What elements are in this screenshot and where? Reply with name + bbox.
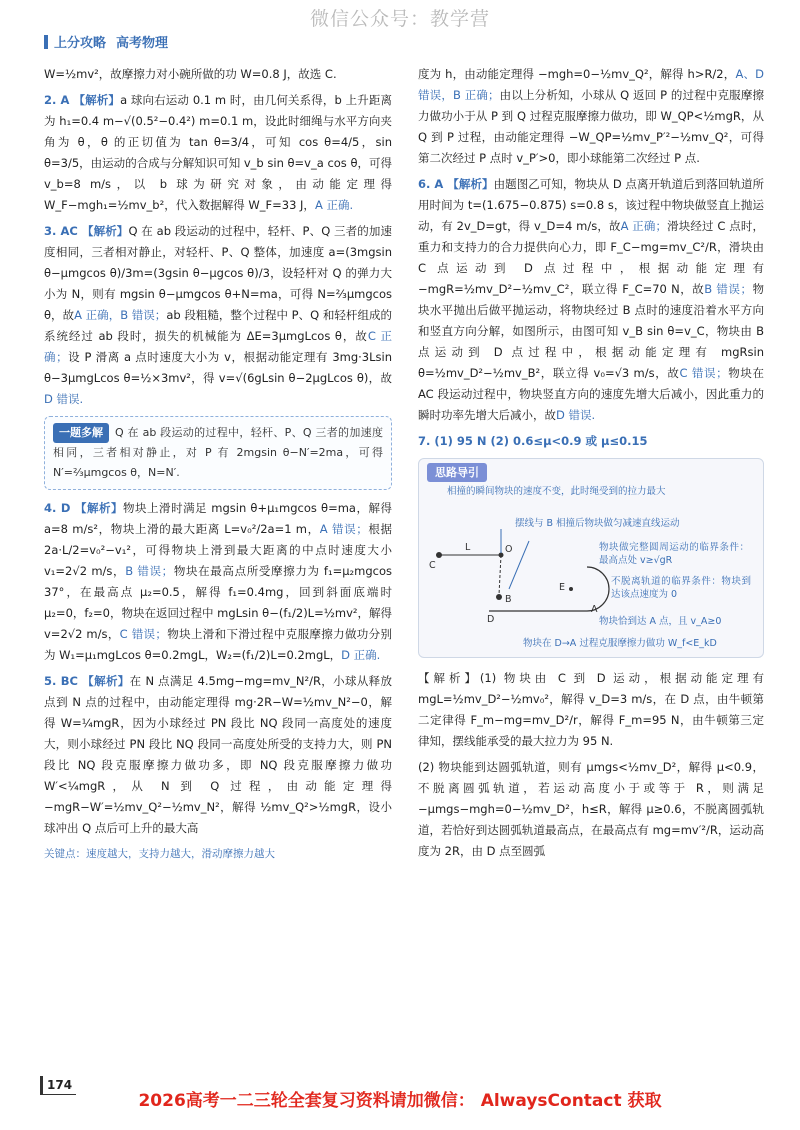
paragraph-continuation: W=½mv²，故摩擦力对小碗所做的功 W=0.8 J，故选 C.	[44, 67, 337, 81]
point-b	[496, 594, 502, 600]
guide-note: 不脱离轨道的临界条件：物块到达该点速度为 0	[611, 576, 751, 600]
label-o: O	[505, 544, 513, 555]
analysis-text: 物块水平抛出后做平抛运动，将物块经过 B 点时的速度沿着水平方向和竖直方向分解，如图所示，由图可知 v_B sin θ=v_C，物块由 B 点运动到 D 点过程中，根据动能定理有 mgRsin θ=½mv_D²−½mv_B²，联立得 v₀=√3 m/s，故	[418, 282, 765, 380]
label-l: L	[465, 542, 471, 553]
analysis-text: 在 N 点满足 4.5mg−mg=mv_N²/R，小球从释放点到 N 点的过程中，由动能定理得 mg·2R−W=½mv_N²−0，解得 W=¼mgR，因为小球经过 PN 段比 NQ 段同一高度处的速度大，则小球经过 PN 段比 NQ 段同一高度处所受的支持力大，则 PN 段比 NQ 段克服摩擦力做功多，即 NQ 段克服摩擦力做功 W′<¼mgR，从 N 到 Q 过程，由动能定理得 −mgR−W′=½mv_Q²−½mv_N²，解得 ½mv_Q²>½mgR，设小球冲出 Q 点后可上升的最大高	[44, 674, 392, 835]
paragraph-continuation	[418, 64, 764, 169]
left-column	[44, 64, 392, 870]
analysis-tag: 【解析】	[73, 93, 121, 107]
analysis-text: 由以上分析知，小球从 Q 返回 P 的过程中克服摩擦力做功小于从 P 到 Q 过程克服摩擦力做功，即 W_QP<½mgR，从 Q 到 P 过程，由动能定理得 −W_QP=½mv_P′²−½mv_Q²，可得第二次经过 P 点时 v_P′>0，即小球能第二次经过 P 点.	[418, 88, 764, 165]
page-number: 174	[40, 1076, 76, 1095]
header-subtitle: 高考物理	[116, 36, 169, 51]
right-column	[418, 64, 764, 867]
guide-note: 物块恰到达 A 点，且 v_A≥0	[599, 616, 722, 627]
guide-note: 物块在 D→A 过程克服摩擦力做功 W_f<E_kD	[523, 638, 717, 649]
answer-number: 3. AC	[44, 224, 78, 238]
answer-number: 7.	[418, 434, 431, 448]
alternative-solution-box	[44, 416, 392, 490]
analysis-text: Q 在 ab 段运动的过程中，轻杆、P、Q 三者的加速度相同，三者相对静止，对轻杆、P、Q 整体，加速度 a=(3mgsin θ−μmgcos θ)/3m=(3gsin θ−μgcos θ)/3，设轻杆对 Q 的弹力大小为 N，则有 mgsin θ−μmgcos θ+N=ma，可得 N=⅔μmgcos θ，故	[44, 224, 393, 322]
guide-note: 摆线与 B 相撞后物块做匀减速直线运动	[515, 518, 680, 529]
watermark-title: 微信公众号：教学营	[309, 8, 490, 30]
answer-number: 6. A	[418, 177, 444, 191]
guide-note: 相撞的瞬间物块的速度不变，此时绳受到的拉力最大	[447, 486, 666, 497]
analysis-text: 物块在 AC 段运动过程中，物块竖直方向的速度先增大后减小，因此重力的瞬时功率先增大后减小，故	[418, 366, 765, 422]
analysis-text: 滑块经过 C 点时，重力和支持力的合力提供向心力，即 F_C−mg=mv_C²/R，滑块由 C 点运动到 D 点过程中，根据动能定理有 −mgR=½mv_D²−½mv_C²，联立得 F_C=70 N，故	[418, 219, 764, 296]
option-judgement: A 正确；	[620, 219, 667, 233]
point-e	[569, 587, 573, 591]
option-judgement: B 错误；	[125, 564, 174, 578]
question-5	[44, 671, 392, 839]
analysis-text: 物块上滑时满足 mgsin θ+μ₁mgcos θ=ma，解得 a=8 m/s²，物块上滑的最大距离 L=v₀²/2a=1 m，	[44, 501, 393, 536]
analysis-text: ab 段粗糙，整个过程中 P、Q 和轻杆组成的系统经过 ab 段时，损失的机械能为 ΔE=3μmgLcos θ，故	[44, 308, 392, 343]
solution-part-2: (2) 物块能到达圆弧轨道，则有 μmgs<½mv_D²，解得 μ<0.9，不脱离圆弧轨道，若运动高度小于或等于 R，则满足 −μmgs−mgh=0−½mv_D²，h≤R，解得 μ≥0.6，不脱离圆弧轨道，若恰好到达圆弧轨道最高点，在最高点有 mg=mv′²/R，运动高度为 2R，由 D 点至圆弧	[418, 760, 764, 858]
analysis-text: 设 P 滑离 a 点时速度大小为 v，根据动能定理有 3mg·3Lsin θ−3μmgLcos θ=½×3mv²，得 v=√(6gLsin θ−2μgLcos θ)，故	[44, 350, 392, 385]
answer-number: 2. A	[44, 93, 70, 107]
pendulum-line	[499, 555, 501, 595]
option-judgement: A、D 错误，B 正确；	[418, 67, 764, 102]
option-judgement: C 正确；	[44, 329, 393, 364]
guide-note: 物块做完整圆周运动的临界条件：最高点处 v≥√gR	[599, 542, 749, 566]
option-judgement: B 错误；	[704, 282, 752, 296]
option-judgement: C 错误；	[679, 366, 728, 380]
label-a: A	[591, 604, 598, 615]
option-judgement: A 正确，B 错误；	[74, 308, 167, 322]
label-e: E	[559, 582, 566, 593]
key-point-note	[44, 844, 392, 865]
analysis-tag: 【解析】	[74, 501, 124, 515]
thinking-guide-figure	[418, 458, 764, 658]
analysis-text: 度为 h，由动能定理得 −mgh=0−½mv_Q²，解得 h>R/2，	[418, 67, 736, 81]
question-6	[418, 174, 764, 426]
page-header	[44, 32, 168, 51]
answer-number: 4. D	[44, 501, 71, 515]
analysis-text: 由题图乙可知，物块从 D 点离开轨道后到落回轨道所用时间为 t=(1.675−0.875) s=0.8 s，该过程中物块做竖直上抛运动，有 2v_D=gt，得 v_D=4 m/s，故	[418, 177, 764, 233]
option-judgement: C 错误；	[119, 627, 167, 641]
analysis-tag: 【解析】	[447, 177, 494, 191]
point-c	[436, 552, 442, 558]
analysis-text: 根据 2a·L/2=v₀²−v₁²，可得物块上滑到最大距离的中点时速度大小 v₁=2√2 m/s，	[44, 522, 393, 578]
question-2	[44, 90, 392, 216]
question-7-answer	[418, 431, 764, 452]
analysis-tag: 【解析】	[81, 674, 130, 688]
key-point-text: 关键点：速度越大，支持力越大，滑动摩擦力越大	[44, 848, 275, 860]
question-3	[44, 221, 392, 410]
option-judgement: D 错误.	[556, 408, 596, 422]
label-b: B	[505, 594, 512, 605]
header-title: 上分攻略	[54, 36, 107, 51]
alternative-solution-text: Q 在 ab 段运动的过程中，轻杆、P、Q 三者的加速度相同，三者相对静止，对 P 有 2mgsin θ−N′=2ma，可得 N′=⅔μmgcos θ，N=N′.	[53, 426, 383, 479]
analysis-text: 物块上滑和下滑过程中克服摩擦力做功分别为 W₁=μ₁mgLcos θ=0.2mgL，W₂=(f₁/2)L=0.2mgL，	[44, 627, 392, 662]
header-bar	[44, 35, 48, 49]
option-judgement: A 错误；	[319, 522, 368, 536]
label-c: C	[429, 560, 436, 571]
answer-text: (1) 95 N (2) 0.6≤μ<0.9 或 μ≤0.15	[434, 434, 648, 448]
label-d: D	[487, 614, 495, 625]
answer-number: 5. BC	[44, 674, 78, 688]
option-judgement: D 正确.	[341, 648, 381, 662]
figure-title: 思路导引	[427, 463, 487, 482]
footer-banner: 2026高考一二三轮全套复习资料请加微信： AlwaysContact 获取	[138, 1091, 662, 1111]
question-4	[44, 498, 392, 666]
solution-part-1: 【解析】(1) 物块由 C 到 D 运动，根据动能定理有 mgL=½mv_D²−½mv₀²，解得 v_D=3 m/s，在 D 点，由牛顿第二定律得 F_m−mg=mv_D²/r，解得 F_m=95 N，由牛顿第三定律知，摆线能承受的最大拉力为 95 N.	[418, 671, 764, 748]
analysis-text: a 球向右运动 0.1 m 时，由几何关系得，b 上升距离为 h₁=0.4 m−√(0.5²−0.4²) m=0.1 m，设此时细绳与水平方向夹角为 θ，θ 的正切值为 tan θ=3/4，可知 cos θ=4/5，sin θ=3/5，由运动的合成与分解知识可知 v_b sin θ=v_a cos θ，可得 v_b=8 m/s，以 b 球为研究对象，由动能定理得 W_F−mgh₁=½mv_b²，代入数据解得 W_F=33 J，	[44, 93, 392, 212]
option-judgement: A 正确.	[314, 198, 354, 212]
analysis-tag: 【解析】	[81, 224, 129, 238]
analysis-text: 物块在最高点所受摩擦力为 f₁=μ₂mgcos 37°，在最高点 μ₂=0.5，解得 f₁=0.4mg，回到斜面底端时 μ₂=0，f₂=0，物块在返回过程中 mgLsin θ−(f₁/2)L=½mv²，解得 v=2√2 m/s，	[44, 564, 392, 641]
alternative-solution-title: 一题多解	[53, 423, 109, 443]
option-judgement: D 错误.	[44, 392, 84, 406]
